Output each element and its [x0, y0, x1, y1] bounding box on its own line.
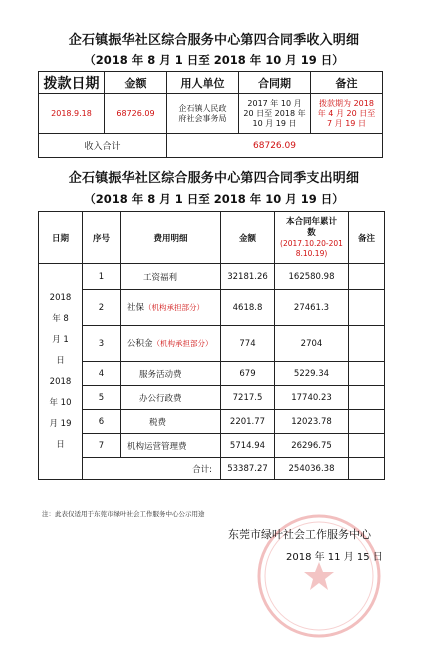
expense-header-row: [39, 212, 385, 264]
row-remark: [349, 386, 385, 410]
row-cumulative: 5229.34: [275, 362, 349, 386]
row-cumulative: 2704: [275, 326, 349, 362]
expense-period: （2018 年 8 月 1 日至 2018 年 10 月 19 日）: [84, 192, 344, 206]
row-item: 税费: [121, 410, 221, 434]
expense-header-date: 日期: [39, 212, 83, 264]
income-remark: 拨款期为 2018 年 4 月 20 日至 7 月 19 日: [311, 94, 383, 134]
income-employer: 企石镇人民政府社会事务局: [167, 94, 239, 134]
date-line: 月 19: [49, 418, 72, 429]
row-cumulative: 17740.23: [275, 386, 349, 410]
income-header-employer: 用人单位: [167, 72, 239, 94]
row-remark: [349, 410, 385, 434]
expense-total-cumulative: 254036.38: [275, 458, 349, 480]
row-item: [121, 290, 221, 326]
row-amount: 679: [221, 362, 275, 386]
date-line: 2018: [49, 376, 72, 387]
row-item-label: 社保: [127, 302, 145, 313]
income-title: 企石镇振华社区综合服务中心第四合同季收入明细: [68, 33, 360, 48]
expense-total-remark: [349, 458, 385, 480]
row-item-note: （机构承担部分）: [144, 302, 205, 312]
row-item: 机构运营管理费: [121, 434, 221, 458]
expense-row: [39, 326, 385, 362]
expense-row: [39, 290, 385, 326]
expense-header-remark: 备注: [349, 212, 385, 264]
income-row: [39, 94, 383, 134]
footer-note: 注：此表仅适用于东莞市绿叶社会工作服务中心公示用途: [42, 510, 205, 518]
income-total-row: [39, 134, 383, 158]
row-remark: [349, 264, 385, 290]
row-cumulative: 27461.3: [275, 290, 349, 326]
income-header-date: 拨款日期: [39, 72, 105, 94]
row-no: 2: [83, 290, 121, 326]
row-item: 工资福利: [121, 264, 221, 290]
date-line: 年 10: [49, 397, 72, 408]
income-contract: 2017 年 10 月 20 日至 2018 年 10 月 19 日: [239, 94, 311, 134]
row-cumulative: 162580.98: [275, 264, 349, 290]
expense-row: [39, 362, 385, 386]
row-remark: [349, 434, 385, 458]
expense-header-no: 序号: [83, 212, 121, 264]
income-total-label: 收入合计: [39, 134, 167, 158]
row-item: [121, 326, 221, 362]
income-header-contract: 合同期: [239, 72, 311, 94]
row-no: 4: [83, 362, 121, 386]
cumulative-label-line1: 本合同年累计: [285, 216, 337, 227]
row-item-label: 公积金: [127, 338, 153, 349]
footer-date: 2018 年 11 月 15 日: [286, 552, 383, 563]
expense-row: [39, 386, 385, 410]
row-amount: 32181.26: [221, 264, 275, 290]
expense-row: [39, 434, 385, 458]
row-item: 办公行政费: [121, 386, 221, 410]
income-period: （2018 年 8 月 1 日至 2018 年 10 月 19 日）: [84, 53, 344, 67]
expense-row: [39, 410, 385, 434]
row-item: 服务活动费: [121, 362, 221, 386]
expense-header-amount: 金额: [221, 212, 275, 264]
income-header-row: [39, 72, 383, 94]
expense-row: [39, 264, 385, 290]
row-item-note: （机构承担部分）: [152, 338, 213, 348]
date-line: 日: [56, 355, 65, 366]
expense-date-range: [39, 264, 83, 480]
row-cumulative: 26296.75: [275, 434, 349, 458]
footer-org: 东莞市绿叶社会工作服务中心: [228, 528, 371, 541]
income-total-value: 68726.09: [167, 134, 383, 158]
income-header-amount: 金额: [105, 72, 167, 94]
expense-total-row: [39, 458, 385, 480]
date-line: 日: [56, 439, 65, 450]
expense-header-cumulative: [275, 212, 349, 264]
row-cumulative: 12023.78: [275, 410, 349, 434]
date-line: 2018: [49, 292, 72, 303]
row-no: 5: [83, 386, 121, 410]
row-remark: [349, 326, 385, 362]
row-no: 1: [83, 264, 121, 290]
expense-header-item: 费用明细: [121, 212, 221, 264]
expense-total-amount: 53387.27: [221, 458, 275, 480]
row-remark: [349, 362, 385, 386]
expense-table: [38, 211, 385, 480]
row-remark: [349, 290, 385, 326]
row-amount: 774: [221, 326, 275, 362]
row-amount: 7217.5: [221, 386, 275, 410]
row-no: 6: [83, 410, 121, 434]
date-line: 年 8: [52, 313, 69, 324]
income-header-remark: 备注: [311, 72, 383, 94]
cumulative-label-line2: 数: [307, 227, 316, 238]
row-amount: 4618.8: [221, 290, 275, 326]
cumulative-period-note: (2017.10.20-2018.10.19): [280, 238, 343, 258]
row-amount: 2201.77: [221, 410, 275, 434]
income-table: [38, 71, 383, 158]
row-amount: 5714.94: [221, 434, 275, 458]
expense-total-label: 合计:: [83, 458, 221, 480]
row-no: 7: [83, 434, 121, 458]
expense-title: 企石镇振华社区综合服务中心第四合同季支出明细: [68, 171, 360, 186]
date-line: 月 1: [52, 334, 69, 345]
income-date: 2018.9.18: [39, 94, 105, 134]
row-no: 3: [83, 326, 121, 362]
income-amount: 68726.09: [105, 94, 167, 134]
